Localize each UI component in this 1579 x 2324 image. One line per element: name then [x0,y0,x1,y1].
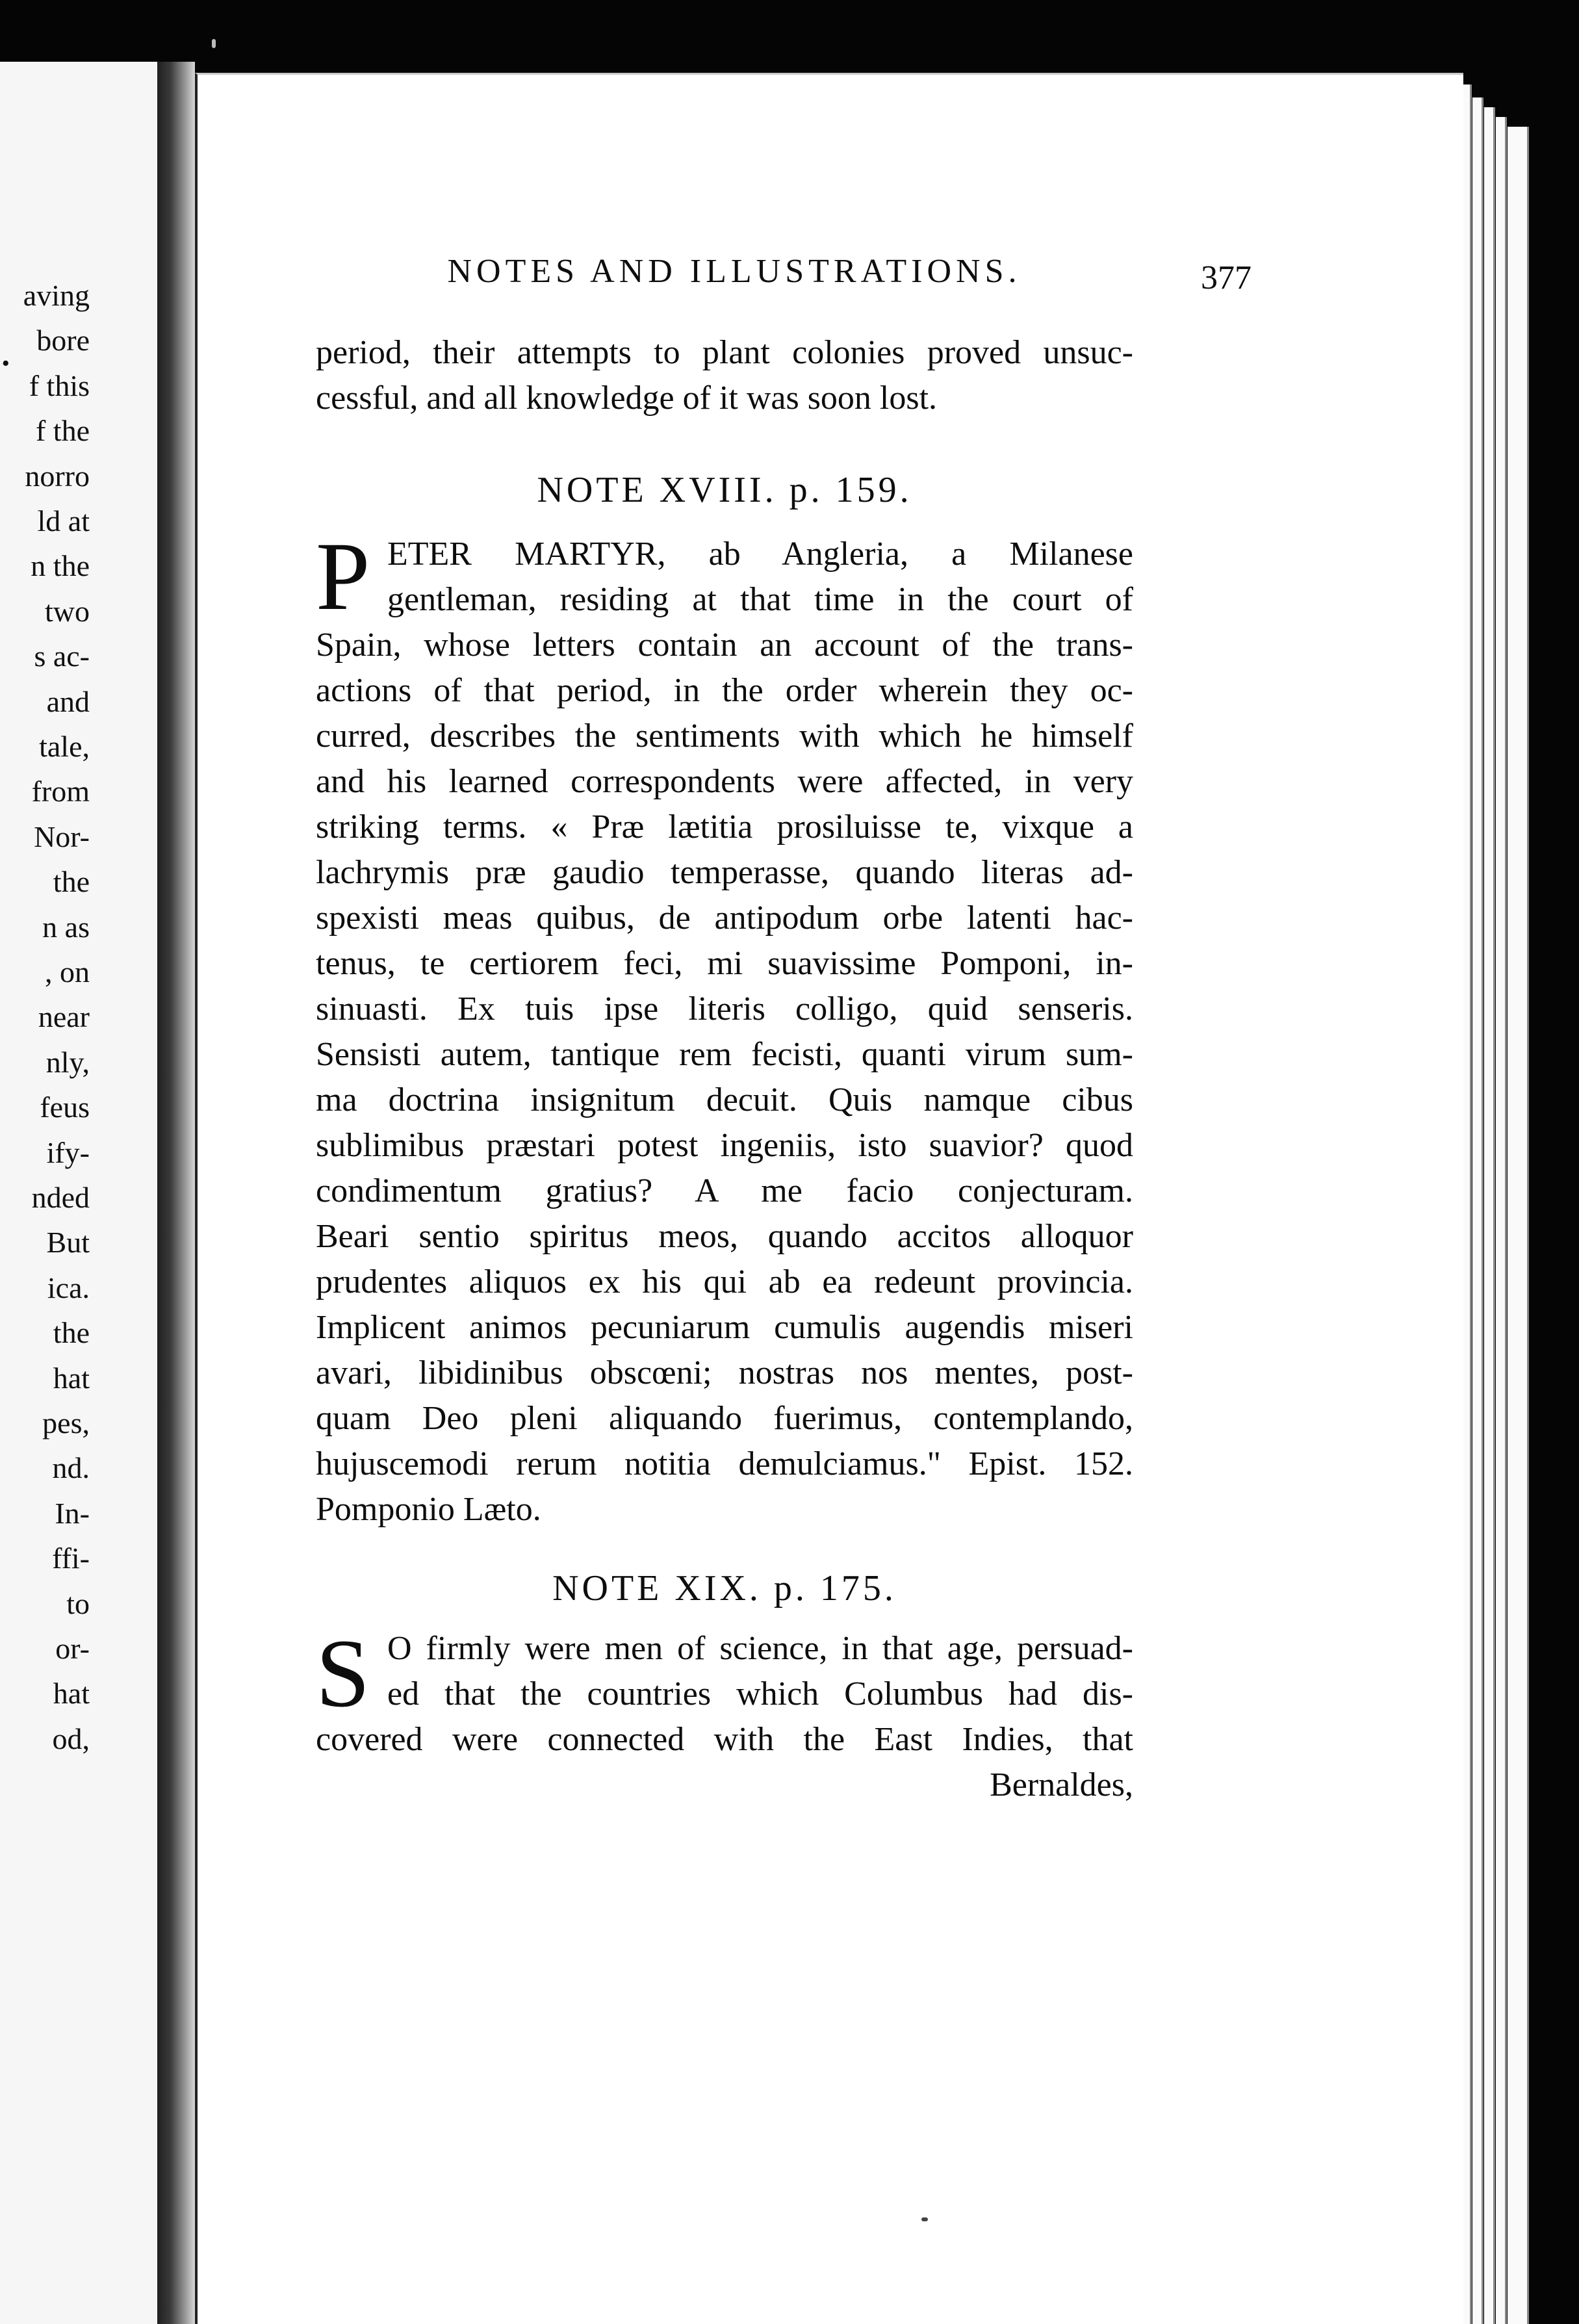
note-19-heading: NOTE XIX. p. 175. [552,1568,897,1608]
previous-page-fragment: the [53,865,90,899]
note-18-heading: NOTE XVIII. p. 159. [537,470,912,510]
previous-page-fragment: nd. [52,1451,90,1485]
previous-page-fragment: s ac- [34,639,90,673]
previous-page-fragment: n as [42,910,90,944]
page-edge [1496,117,1507,2324]
note-18-paragraph [316,532,1133,1532]
previous-page-fragment: hat [53,1361,90,1395]
text-line: ed that the countries which Columbus had dis- [387,1675,1133,1712]
text-line: Beari sentio spiritus meos, quando accitos alloquor [316,1218,1133,1255]
previous-page-fragment: ffi- [52,1542,90,1575]
text-line: and his learned correspondents were affected, in very [316,763,1133,800]
text-line: Implicent animos pecuniarum cumulis augendis miseri [316,1309,1133,1346]
note-19-drop-cap: S [316,1620,370,1727]
previous-page-dot: . [0,326,12,376]
text-line: ma doctrina insignitum decuit. Quis namque cibus [316,1081,1133,1118]
text-line: O firmly were men of science, in that age, persuad- [387,1630,1133,1667]
text-line: Pomponio Læto. [316,1491,541,1528]
text-line: sinuasti. Ex tuis ipse literis colligo, quid senseris. [316,990,1133,1027]
previous-page-fragment: bore [36,324,90,357]
scan-speck [212,39,216,48]
page-number: 377 [1201,259,1252,296]
previous-page-fragment: to [66,1586,90,1620]
previous-page-fragment: f this [29,368,90,402]
text-line: period, their attempts to plant colonies proved unsuc- [316,334,1133,371]
page-edge [1484,107,1495,2324]
previous-page-fragment: or- [55,1632,90,1665]
previous-page-edge [0,62,157,2324]
previous-page-fragment: In- [55,1496,90,1530]
previous-page-fragment: two [45,594,90,628]
previous-page-fragment: But [46,1226,90,1259]
running-head: NOTES AND ILLUSTRATIONS. [447,253,1021,290]
text-line: tenus, te certiorem feci, mi suavissime Pomponi, in- [316,945,1133,982]
text-line: avari, libidinibus obscœni; nostras nos mentes, post- [316,1354,1133,1391]
previous-page-fragment: nded [31,1181,90,1214]
continuation-paragraph [316,330,1133,421]
catchword: Bernaldes, [990,1766,1133,1803]
previous-page-fragment: the [53,1316,90,1350]
text-line: curred, describes the sentiments with which he himself [316,717,1133,755]
previous-page-fragment: ld at [37,504,90,537]
previous-page-fragment: and [46,684,90,718]
previous-page-fragment: n the [31,549,90,583]
previous-page-fragment: norro [25,459,90,493]
book-gutter [157,62,195,2324]
text-line: prudentes aliquos ex his qui ab ea redeunt provincia. [316,1263,1133,1300]
previous-page-fragment: near [38,1000,90,1034]
text-line: ETER MARTYR, ab Angleria, a Milanese [387,536,1133,573]
previous-page-fragment: aving [23,279,90,312]
previous-page-fragment: feus [40,1091,90,1124]
previous-page-fragment: , on [45,955,90,988]
previous-page-fragment: tale, [39,730,90,763]
previous-page-fragment: nly, [45,1045,90,1079]
text-line: lachrymis præ gaudio temperasse, quando literas ad- [316,854,1133,891]
text-line: actions of that period, in the order wherein they oc- [316,672,1133,709]
text-line: spexisti meas quibus, de antipodum orbe latenti hac- [316,899,1133,936]
text-line: sublimibus præstari potest ingeniis, isto suavior? quod [316,1127,1133,1164]
page-edge [1508,127,1529,2324]
previous-page-fragment: ify- [46,1135,90,1169]
previous-page-fragment: ica. [47,1271,90,1304]
text-line: cessful, and all knowledge of it was soon lost. [316,380,938,417]
previous-page-fragment: f the [35,414,90,448]
previous-page-fragment: Nor- [34,820,90,853]
note-18-drop-cap: P [316,523,370,630]
text-line: covered were connected with the East Indies, that [316,1721,1133,1758]
page-edge [1472,97,1483,2324]
previous-page-fragment: pes, [42,1406,90,1440]
previous-page-fragment: od, [52,1722,90,1755]
text-line: gentleman, residing at that time in the court of [387,581,1133,618]
previous-page-fragment: hat [53,1677,90,1711]
text-line: hujuscemodi rerum notitia demulciamus." Epist. 152. [316,1445,1133,1482]
scan-speck [921,2217,928,2221]
text-line: quam Deo pleni aliquando fuerimus, contemplando, [316,1400,1133,1437]
text-line: striking terms. « Præ lætitia prosiluisse te, vixque a [316,808,1133,846]
note-19-paragraph [316,1620,1133,1808]
text-line: Sensisti autem, tantique rem fecisti, quanti virum sum- [316,1036,1133,1073]
text-line: Spain, whose letters contain an account of the trans- [316,626,1133,664]
previous-page-fragment: from [31,775,90,808]
text-line: condimentum gratius? A me facio conjecturam. [316,1172,1133,1209]
